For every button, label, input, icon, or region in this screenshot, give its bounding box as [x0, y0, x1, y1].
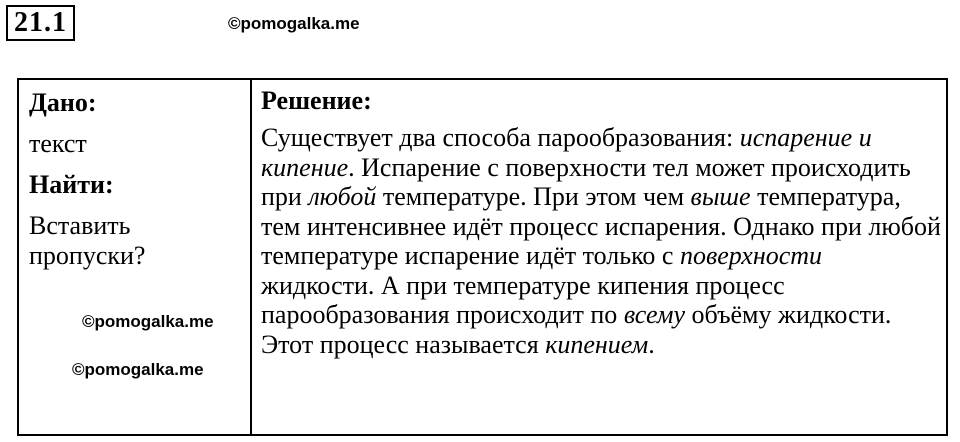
- solution-emphasis: всему: [623, 300, 685, 329]
- solution-emphasis: любой: [308, 182, 377, 211]
- given-column: [29, 82, 239, 271]
- solution-label: Решение:: [261, 86, 372, 115]
- solution-table: [17, 78, 948, 436]
- solution-column: [261, 82, 941, 359]
- find-value: Вставить пропуски?: [29, 211, 146, 270]
- task-number: 21.1: [6, 5, 75, 41]
- solution-emphasis: испарение и кипение: [261, 123, 872, 182]
- watermark-top: ©pomogalka.me: [228, 14, 360, 33]
- solution-segment: объёму жидкости. Этот процесс называется: [261, 300, 892, 359]
- solution-segment: Существует два способа парообразования:: [261, 123, 740, 152]
- solution-text: [261, 123, 941, 359]
- solution-segment: температуре. При этом чем: [376, 182, 691, 211]
- solution-emphasis: поверхности: [679, 241, 823, 270]
- solution-segment: жидкости. А при температуре кипения процесс парообразования происходит по: [261, 270, 785, 329]
- find-label: Найти:: [29, 170, 114, 199]
- solution-segment: . Испарение с поверхности тел может происходить при: [261, 152, 911, 211]
- given-value: текст: [29, 129, 87, 158]
- solution-segment: температура, тем интенсивнее идёт процесс испарения. Однако при любой температуре испарение идёт только с: [261, 182, 941, 270]
- watermark-left-1: ©pomogalka.me: [82, 312, 214, 331]
- solution-segment: .: [648, 329, 655, 359]
- watermark-left-2: ©pomogalka.me: [72, 360, 204, 379]
- given-label: Дано:: [29, 88, 97, 117]
- column-divider: [250, 80, 252, 434]
- solution-emphasis: кипением: [545, 329, 649, 359]
- solution-emphasis: выше: [690, 182, 751, 211]
